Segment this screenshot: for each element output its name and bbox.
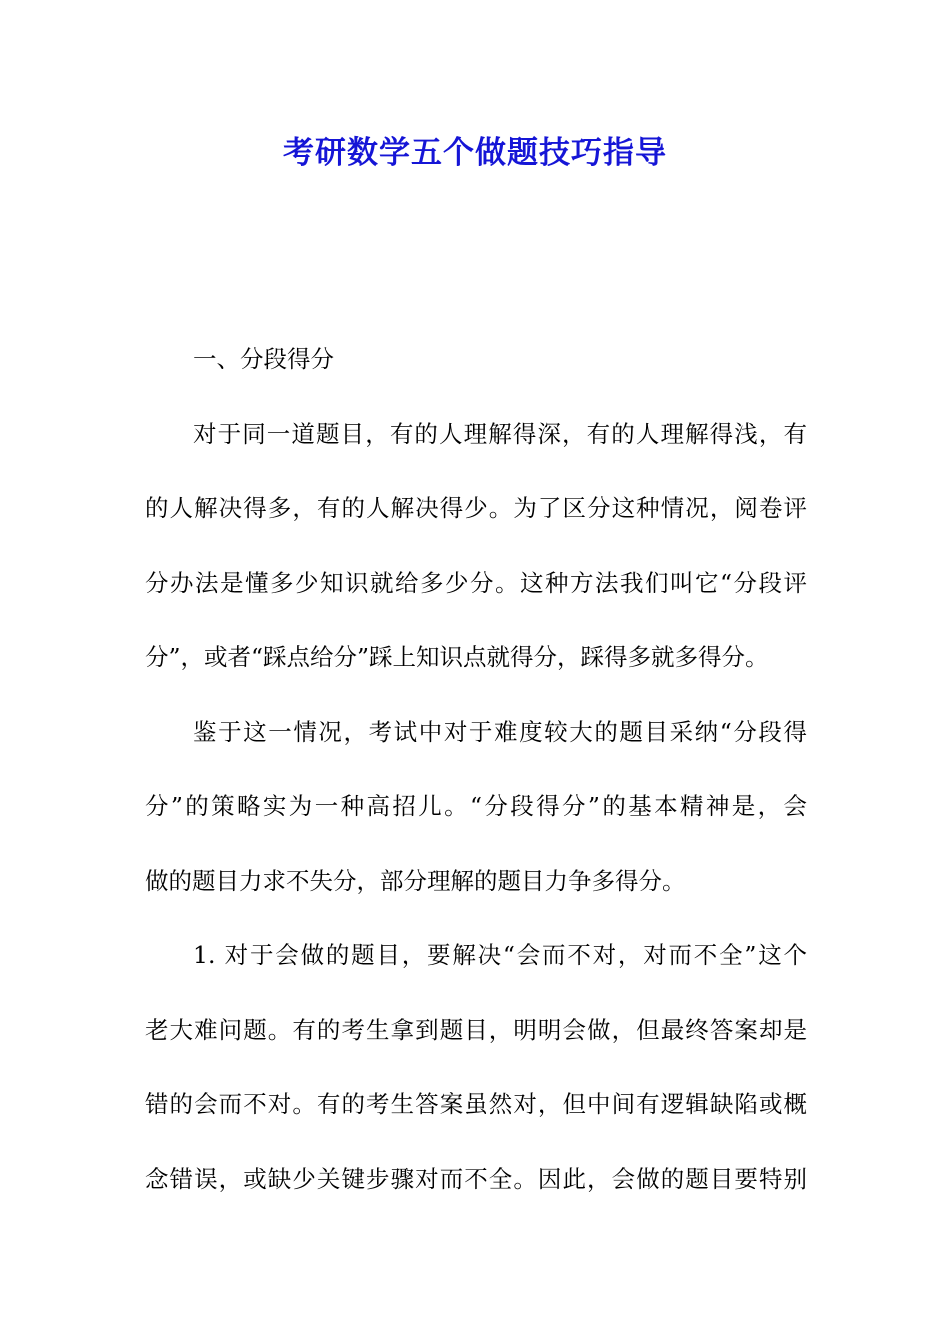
- text-line: 分办法是懂多少知识就给多少分。这种方法我们叫它“分段评: [145, 568, 807, 597]
- text-line: 1. 对于会做的题目，要解决“会而不对，对而不全”这个: [193, 941, 807, 969]
- text-line: 老大难问题。有的考生拿到题目，明明会做，但最终答案却是: [145, 1015, 807, 1044]
- text-line: 对于同一道题目，有的人理解得深，有的人理解得浅，有: [193, 419, 807, 448]
- text-line: 错的会而不对。有的考生答案虽然对，但中间有逻辑缺陷或概: [145, 1090, 807, 1118]
- text-line: 的人解决得多，有的人解决得少。为了区分这种情况，阅卷评: [145, 494, 807, 522]
- text-line: 做的题目力求不失分，部分理解的题目力争多得分。: [145, 866, 686, 895]
- text-line: 念错误，或缺少关键步骤对而不全。因此，会做的题目要特别: [145, 1164, 807, 1193]
- text-line: 分”，或者“踩点给分”踩上知识点就得分，踩得多就多得分。: [145, 643, 769, 671]
- text-line: 鉴于这一情况，考试中对于难度较大的题目采纳“分段得: [193, 717, 807, 746]
- document-title: 考研数学五个做题技巧指导: [283, 135, 667, 171]
- section-heading: 一、分段得分: [193, 345, 334, 373]
- document-body: [145, 338, 807, 1232]
- text-line: 分”的策略实为一种高招儿。“分段得分”的基本精神是，会: [145, 792, 807, 820]
